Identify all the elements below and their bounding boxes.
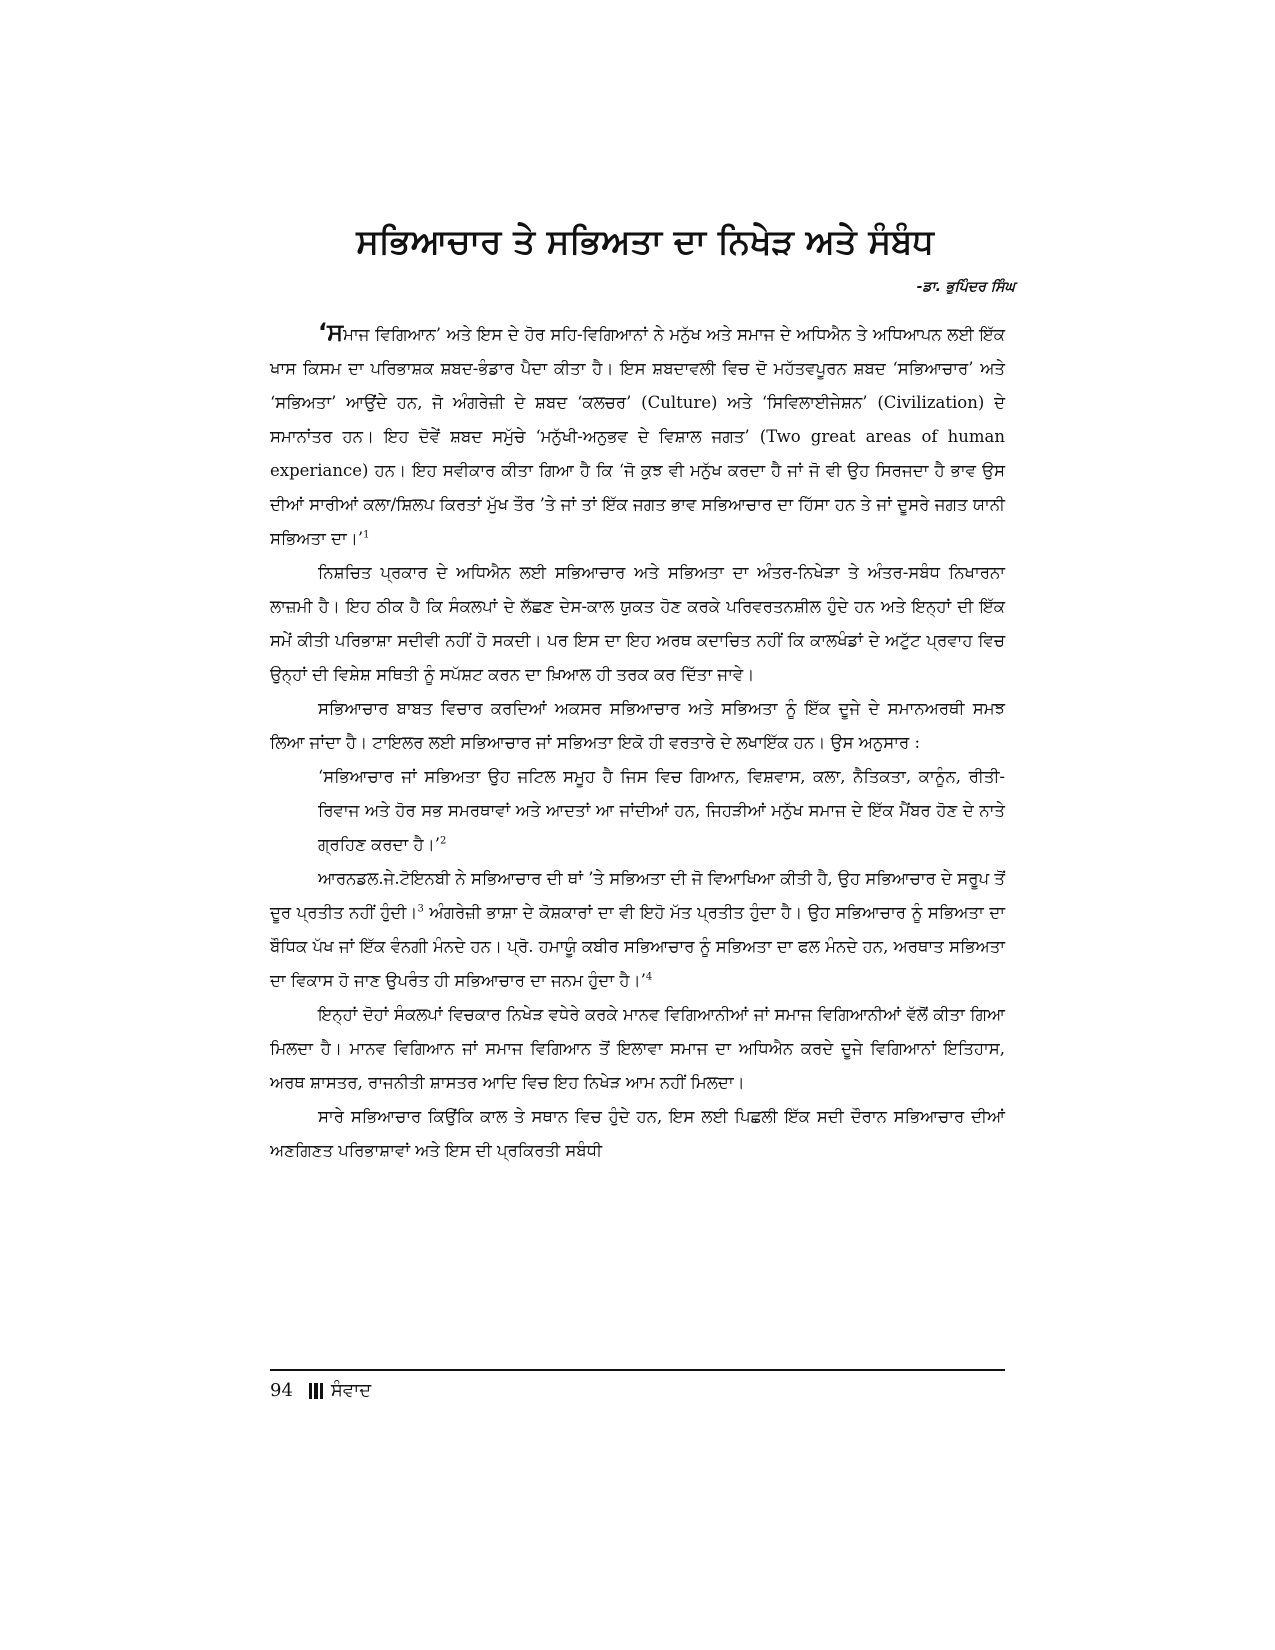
paragraph-4-text-a: ਆਰਨਡਲ.ਜੇ.ਟੋਇਨਬੀ ਨੇ ਸਭਿਆਚਾਰ ਦੀ ਥਾਂ ’ਤੇ ਸਭਿਅਤਾ ਦੀ ਜੋ ਵਿਆਖਿਆ ਕੀਤੀ ਹੈ, ਉਹ ਸਭਿਆਚਾਰ ਦੇ ਸਰੂਪ ਤੋਂ ਦੂਰ ਪ੍ਰਤੀਤ ਨਹੀਂ ਹੁੰਦੀ। [270, 869, 1005, 922]
footnote-ref-4: 4 [645, 971, 653, 983]
article-body [270, 315, 1005, 1168]
paragraph-1-text: ਮਾਜ ਵਿਗਿਆਨ’ ਅਤੇ ਇਸ ਦੇ ਹੋਰ ਸਹਿ-ਵਿਗਿਆਨਾਂ ਨੇ ਮਨੁੱਖ ਅਤੇ ਸਮਾਜ ਦੇ ਅਧਿਐਨ ਤੇ ਅਧਿਆਪਨ ਲਈ ਇੱਕ ਖਾਸ ਕਿਸਮ ਦਾ ਪਰਿਭਾਸ਼ਕ ਸ਼ਬਦ-ਭੰਡਾਰ ਪੈਦਾ ਕੀਤਾ ਹੈ। ਇਸ ਸ਼ਬਦਾਵਲੀ ਵਿਚ ਦੋ ਮਹੱਤਵਪੂਰਨ ਸ਼ਬਦ ‘ਸਭਿਆਚਾਰ’ ਅਤੇ ‘ਸਭਿਅਤਾ’ ਆਉਂਦੇ ਹਨ, ਜੋ ਅੰਗਰੇਜ਼ੀ ਦੇ ਸ਼ਬਦ ‘ਕਲਚਰ’ (Culture) ਅਤੇ ‘ਸਿਵਿਲਾਈਜੇਸ਼ਨ’ (Civilization) ਦੇ ਸਮਾਨਾਂਤਰ ਹਨ। ਇਹ ਦੋਵੇਂ ਸ਼ਬਦ ਸਮੁੱਚੇ ‘ਮਨੁੱਖੀ-ਅਨੁਭਵ ਦੇ ਵਿਸ਼ਾਲ ਜਗਤ’ (Two great areas of human experiance) ਹਨ। ਇਹ ਸਵੀਕਾਰ ਕੀਤਾ ਗਿਆ ਹੈ ਕਿ ‘ਜੋ ਕੁਝ ਵੀ ਮਨੁੱਖ ਕਰਦਾ ਹੈ ਜਾਂ ਜੋ ਵੀ ਉਹ ਸਿਰਜਦਾ ਹੈ ਭਾਵ ਉਸ ਦੀਆਂ ਸਾਰੀਆਂ ਕਲਾ/ਸ਼ਿਲਪ ਕਿਰਤਾਂ ਮੁੱਖ ਤੌਰ ’ਤੇ ਜਾਂ ਤਾਂ ਇੱਕ ਜਗਤ ਭਾਵ ਸਭਿਆਚਾਰ ਦਾ ਹਿੱਸਾ ਹਨ ਤੇ ਜਾਂ ਦੂਸਰੇ ਜਗਤ ਯਾਨੀ ਸਭਿਅਤਾ ਦਾ।’ [270, 325, 1005, 548]
footnote-ref-2: 2 [440, 835, 447, 847]
page-number: 94 [270, 1380, 293, 1401]
article-author: -ਡਾ. ਭੁਪਿੰਦਰ ਸਿੰਘ [916, 279, 1015, 295]
paragraph-3: ਸਭਿਆਚਾਰ ਬਾਬਤ ਵਿਚਾਰ ਕਰਦਿਆਂ ਅਕਸਰ ਸਭਿਆਚਾਰ ਅਤੇ ਸਭਿਅਤਾ ਨੂੰ ਇੱਕ ਦੂਜੇ ਦੇ ਸਮਾਨਅਰਥੀ ਸਮਝ ਲਿਆ ਜਾਂਦਾ ਹੈ। ਟਾਇਲਰ ਲਈ ਸਭਿਆਚਾਰ ਜਾਂ ਸਭਿਅਤਾ ਇਕੋ ਹੀ ਵਰਤਾਰੇ ਦੇ ਲਖਾਇੱਕ ਹਨ। ਉਸ ਅਨੁਸਾਰ : [270, 699, 1005, 752]
drop-cap: ‘ਸ [318, 318, 344, 346]
journal-bars-icon [309, 1383, 325, 1399]
paragraph-2: ਨਿਸ਼ਚਿਤ ਪ੍ਰਕਾਰ ਦੇ ਅਧਿਐਨ ਲਈ ਸਭਿਆਚਾਰ ਅਤੇ ਸਭਿਅਤਾ ਦਾ ਅੰਤਰ-ਨਿਖੇੜਾ ਤੇ ਅੰਤਰ-ਸਬੰਧ ਨਿਖਾਰਨਾ ਲਾਜ਼ਮੀ ਹੈ। ਇਹ ਠੀਕ ਹੈ ਕਿ ਸੰਕਲਪਾਂ ਦੇ ਲੱਛਣ ਦੇਸ-ਕਾਲ ਯੁਕਤ ਹੋਣ ਕਰਕੇ ਪਰਿਵਰਤਨਸ਼ੀਲ ਹੁੰਦੇ ਹਨ ਅਤੇ ਇਨ੍ਹਾਂ ਦੀ ਇੱਕ ਸਮੇਂ ਕੀਤੀ ਪਰਿਭਾਸ਼ਾ ਸਦੀਵੀ ਨਹੀਂ ਹੋ ਸਕਦੀ। ਪਰ ਇਸ ਦਾ ਇਹ ਅਰਥ ਕਦਾਚਿਤ ਨਹੀਂ ਕਿ ਕਾਲਖੰਡਾਂ ਦੇ ਅਟੁੱਟ ਪ੍ਰਵਾਹ ਵਿਚ ਉਨ੍ਹਾਂ ਦੀ ਵਿਸ਼ੇਸ਼ ਸਥਿਤੀ ਨੂੰ ਸਪੱਸ਼ਟ ਕਰਨ ਦਾ ਖ਼ਿਆਲ ਹੀ ਤਰਕ ਕਰ ਦਿੱਤਾ ਜਾਵੇ। [270, 563, 1005, 684]
journal-name: ਸੰਵਾਦ [330, 1380, 372, 1401]
footer-rule [270, 1369, 1005, 1371]
footnote-ref-1: 1 [363, 529, 370, 541]
paragraph-6: ਸਾਰੇ ਸਭਿਆਚਾਰ ਕਿਉਂਕਿ ਕਾਲ ਤੇ ਸਥਾਨ ਵਿਚ ਹੁੰਦੇ ਹਨ, ਇਸ ਲਈ ਪਿਛਲੀ ਇੱਕ ਸਦੀ ਦੌਰਾਨ ਸਭਿਆਚਾਰ ਦੀਆਂ ਅਣਗਿਣਤ ਪਰਿਭਾਸ਼ਾਵਾਂ ਅਤੇ ਇਸ ਦੀ ਪ੍ਰਕਿਰਤੀ ਸਬੰਧੀ [270, 1107, 1005, 1160]
footnote-ref-3: 3 [417, 903, 424, 915]
page-footer [270, 1378, 371, 1404]
block-quote-text: ‘ਸਭਿਆਚਾਰ ਜਾਂ ਸਭਿਅਤਾ ਉਹ ਜਟਿਲ ਸਮੂਹ ਹੈ ਜਿਸ ਵਿਚ ਗਿਆਨ, ਵਿਸ਼ਵਾਸ, ਕਲਾ, ਨੈਤਿਕਤਾ, ਕਾਨੂੰਨ, ਰੀਤੀ-ਰਿਵਾਜ ਅਤੇ ਹੋਰ ਸਭ ਸਮਰਥਾਵਾਂ ਅਤੇ ਆਦਤਾਂ ਆ ਜਾਂਦੀਆਂ ਹਨ, ਜਿਹੜੀਆਂ ਮਨੁੱਖ ਸਮਾਜ ਦੇ ਇੱਕ ਮੈਂਬਰ ਹੋਣ ਦੇ ਨਾਤੇ ਗ੍ਰਹਿਣ ਕਰਦਾ ਹੈ।’ [318, 767, 1005, 854]
paragraph-5: ਇਨ੍ਹਾਂ ਦੋਹਾਂ ਸੰਕਲਪਾਂ ਵਿਚਕਾਰ ਨਿਖੇੜ ਵਧੇਰੇ ਕਰਕੇ ਮਾਨਵ ਵਿਗਿਆਨੀਆਂ ਜਾਂ ਸਮਾਜ ਵਿਗਿਆਨੀਆਂ ਵੱਲੋਂ ਕੀਤਾ ਗਿਆ ਮਿਲਦਾ ਹੈ। ਮਾਨਵ ਵਿਗਿਆਨ ਜਾਂ ਸਮਾਜ ਵਿਗਿਆਨ ਤੋਂ ਇਲਾਵਾ ਸਮਾਜ ਦਾ ਅਧਿਐਨ ਕਰਦੇ ਦੂਜੇ ਵਿਗਿਆਨਾਂ ਇਤਿਹਾਸ, ਅਰਥ ਸ਼ਾਸਤਰ, ਰਾਜਨੀਤੀ ਸ਼ਾਸਤਰ ਆਦਿ ਵਿਚ ਇਹ ਨਿਖੇੜ ਆਮ ਨਹੀਂ ਮਿਲਦਾ। [270, 1005, 1005, 1092]
block-quote [318, 760, 1005, 862]
article-title: ਸਭਿਆਚਾਰ ਤੇ ਸਭਿਅਤਾ ਦਾ ਨਿਖੇੜ ਅਤੇ ਸੰਬੰਧ [356, 222, 934, 262]
paragraph-4 [270, 862, 1005, 998]
paragraph-4-text-b: ਅੰਗਰੇਜ਼ੀ ਭਾਸ਼ਾ ਦੇ ਕੋਸ਼ਕਾਰਾਂ ਦਾ ਵੀ ਇਹੋ ਮੱਤ ਪ੍ਰਤੀਤ ਹੁੰਦਾ ਹੈ। ਉਹ ਸਭਿਆਚਾਰ ਨੂੰ ਸਭਿਅਤਾ ਦਾ ਬੌਧਿਕ ਪੱਖ ਜਾਂ ਇੱਕ ਵੰਨਗੀ ਮੰਨਦੇ ਹਨ। ਪ੍ਰੋ. ਹਮਾਯੂੰ ਕਬੀਰ ਸਭਿਆਚਾਰ ਨੂੰ ਸਭਿਅਤਾ ਦਾ ਫਲ ਮੰਨਦੇ ਹਨ, ਅਰਥਾਤ ਸਭਿਅਤਾ ਦਾ ਵਿਕਾਸ ਹੋ ਜਾਣ ਉਪਰੰਤ ਹੀ ਸਭਿਆਚਾਰ ਦਾ ਜਨਮ ਹੁੰਦਾ ਹੈ।’ [270, 903, 1005, 990]
paragraph-1 [270, 315, 1005, 556]
